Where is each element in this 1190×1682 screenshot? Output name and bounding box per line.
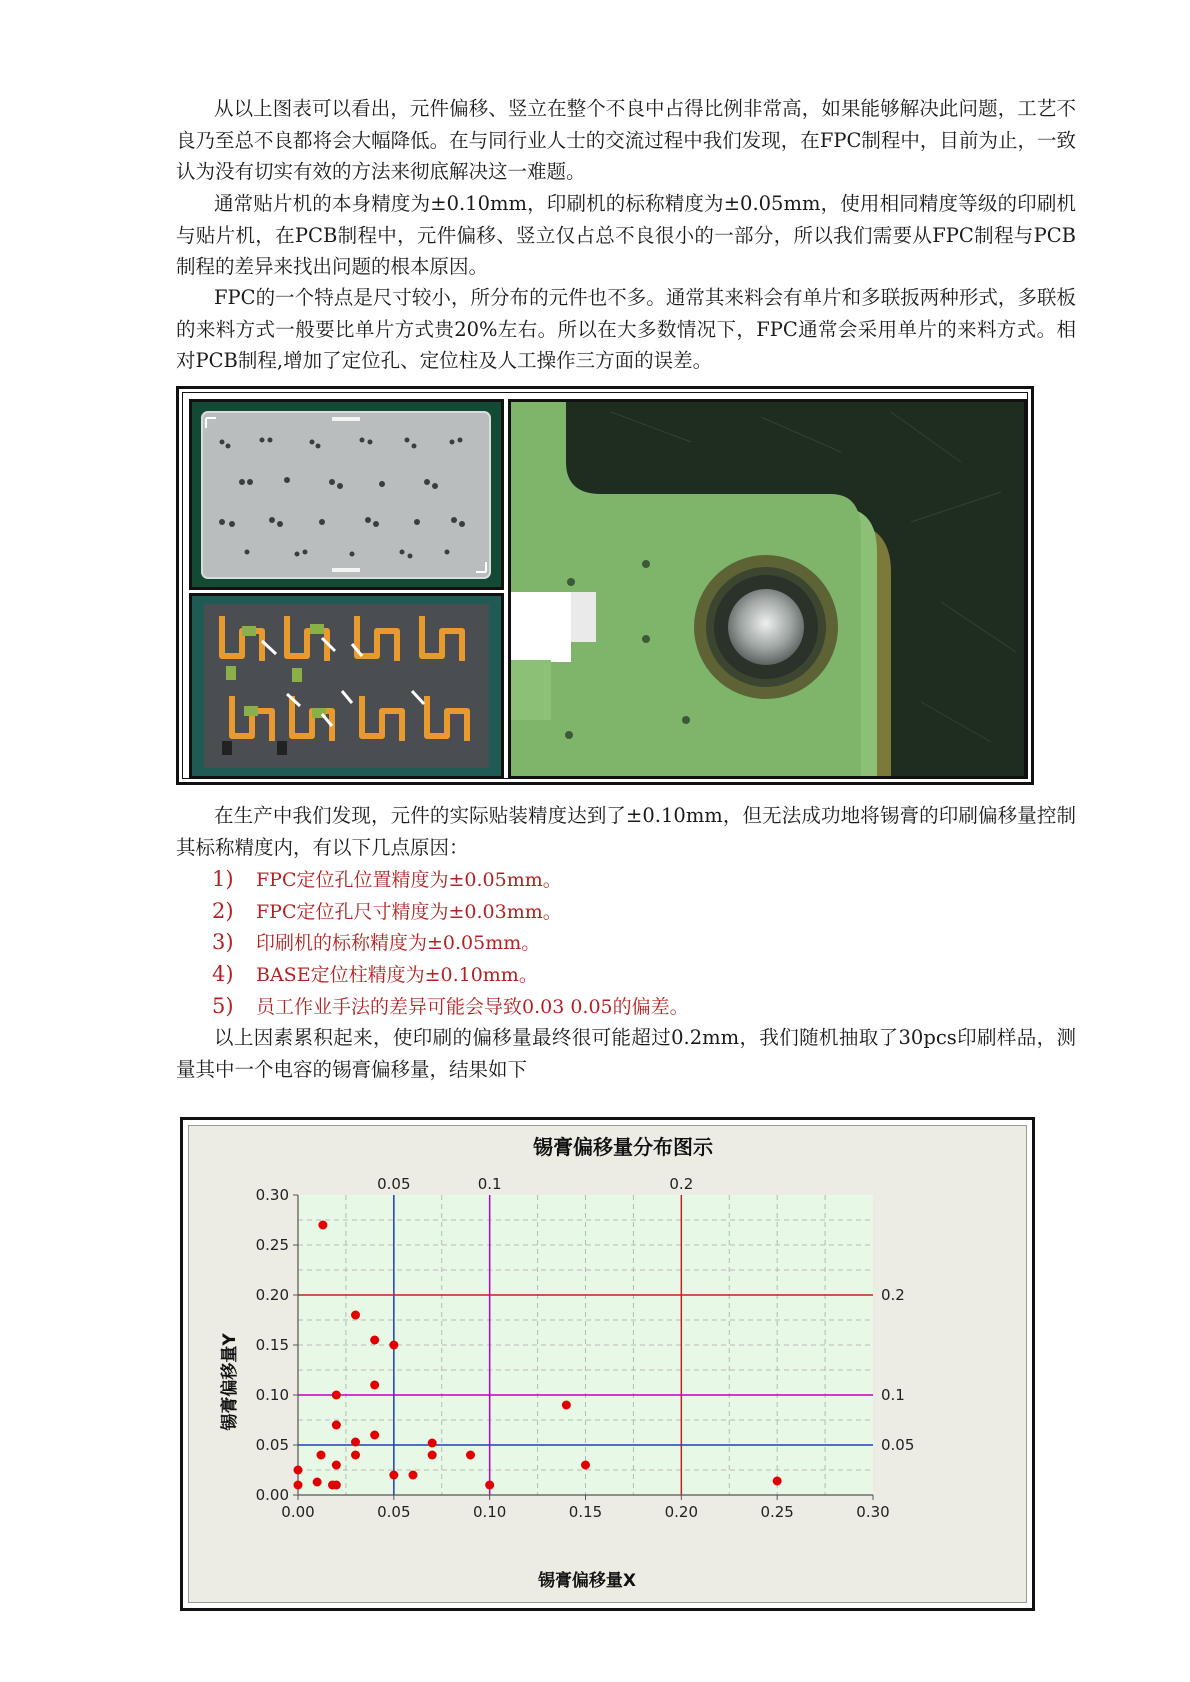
data-point — [317, 1451, 326, 1460]
data-point — [294, 1466, 303, 1475]
data-point — [351, 1311, 360, 1320]
data-point — [351, 1438, 360, 1447]
data-point — [332, 1391, 341, 1400]
chart-title: 锡膏偏移量分布图示 — [533, 1135, 713, 1159]
reason-number: 5) — [212, 994, 234, 1018]
x-tick-label: 0.10 — [472, 1503, 507, 1521]
data-point — [428, 1439, 437, 1448]
x-tick-label: 0.00 — [281, 1503, 315, 1521]
x-tick-label: 0.20 — [664, 1503, 699, 1521]
data-point — [409, 1471, 418, 1480]
x-tick-label: 0.05 — [377, 1503, 411, 1521]
photo-fpc-boards — [189, 593, 504, 779]
y-tick-label: 0.00 — [255, 1486, 289, 1504]
y-tick-label: 0.05 — [255, 1436, 289, 1454]
data-point — [351, 1451, 360, 1460]
data-point — [318, 1221, 327, 1230]
chart-y-axis-label: 锡膏偏移量Y — [220, 1333, 240, 1431]
photo-fixture-plate — [189, 399, 504, 590]
photo-panel — [176, 386, 1034, 785]
data-point — [370, 1381, 379, 1390]
reference-line-label: 0.05 — [377, 1175, 411, 1193]
data-point — [581, 1461, 590, 1470]
paragraph-intro: 从以上图表可以看出，元件偏移、竖立在整个不良中占得比例非常高，如果能够解决此问题，工艺不良乃至总不良都将会大幅降低。在与同行业人士的交流过程中我们发现，在FPC制程中，目前为止，一致认为没有切实有效的方法来彻底解决这一难题。 — [176, 97, 1076, 183]
scatter-chart-frame — [180, 1117, 1035, 1611]
reference-line-label: 0.1 — [477, 1175, 502, 1193]
reason-text: 印刷机的标称精度为±0.05mm。 — [256, 932, 541, 954]
reason-text: 员工作业手法的差异可能会导致0.03 0.05的偏差。 — [256, 996, 689, 1018]
reason-item — [212, 864, 562, 897]
reason-number: 4) — [212, 962, 234, 986]
data-point — [389, 1341, 398, 1350]
reference-line-label: 0.05 — [881, 1436, 915, 1454]
y-tick-label: 0.30 — [255, 1186, 289, 1204]
reason-item — [212, 896, 562, 929]
reason-number: 1) — [212, 867, 234, 891]
data-point — [332, 1461, 341, 1470]
paragraph-precision: 通常贴片机的本身精度为±0.10mm，印刷机的标称精度为±0.05mm，使用相同精度等级的印刷机与贴片机，在PCB制程中，元件偏移、竖立仅占总不良很小的一部分，所以我们需要从FPC制程与PCB制程的差异来找出问题的根本原因。 — [176, 192, 1076, 278]
paragraph-fpc-features: FPC的一个特点是尺寸较小，所分布的元件也不多。通常其来料会有单片和多联扳两种形式，多联板的来料方式一般要比单片方式贵20%左右。所以在大多数情况下，FPC通常会采用单片的来料方式。相对PCB制程,增加了定位孔、定位柱及人工操作三方面的误差。 — [176, 286, 1076, 372]
y-tick-label: 0.20 — [255, 1286, 289, 1304]
y-tick-label: 0.25 — [255, 1236, 289, 1254]
data-point — [466, 1451, 475, 1460]
reason-text: FPC定位孔位置精度为±0.05mm。 — [256, 869, 562, 891]
data-point — [370, 1336, 379, 1345]
data-point — [773, 1477, 782, 1486]
data-point — [332, 1421, 341, 1430]
data-point — [370, 1431, 379, 1440]
reason-item — [212, 991, 689, 1024]
x-tick-label: 0.30 — [856, 1503, 890, 1521]
reason-item — [212, 927, 540, 960]
data-point — [485, 1481, 494, 1490]
x-tick-label: 0.15 — [568, 1503, 603, 1521]
data-point — [332, 1481, 341, 1490]
paragraph-production-finding: 在生产中我们发现，元件的实际贴装精度达到了±0.10mm，但无法成功地将锡膏的印刷偏移量控制其标称精度内，有以下几点原因： — [176, 804, 1076, 859]
reason-text: FPC定位孔尺寸精度为±0.03mm。 — [256, 901, 562, 923]
reason-item — [212, 959, 538, 992]
data-point — [313, 1478, 322, 1487]
reason-number: 3) — [212, 930, 234, 954]
paragraph-sampling: 以上因素累积起来，使印刷的偏移量最终很可能超过0.2mm，我们随机抽取了30pcs印刷样品，测量其中一个电容的锡膏偏移量，结果如下 — [176, 1026, 1076, 1081]
data-point — [428, 1451, 437, 1460]
scatter-chart — [183, 1120, 1032, 1608]
reference-line-label: 0.2 — [669, 1175, 694, 1193]
reference-line-label: 0.1 — [881, 1386, 905, 1404]
reference-line-label: 0.2 — [881, 1286, 905, 1304]
chart-x-axis-label: 锡膏偏移量X — [537, 1571, 637, 1591]
x-tick-label: 0.25 — [760, 1503, 794, 1521]
y-tick-label: 0.15 — [255, 1336, 289, 1354]
y-tick-label: 0.10 — [255, 1386, 289, 1404]
data-point — [389, 1471, 398, 1480]
reason-number: 2) — [212, 899, 234, 923]
data-point — [294, 1481, 303, 1490]
reason-text: BASE定位柱精度为±0.10mm。 — [256, 964, 538, 986]
data-point — [562, 1401, 571, 1410]
photo-locating-hole-closeup — [508, 399, 1027, 779]
